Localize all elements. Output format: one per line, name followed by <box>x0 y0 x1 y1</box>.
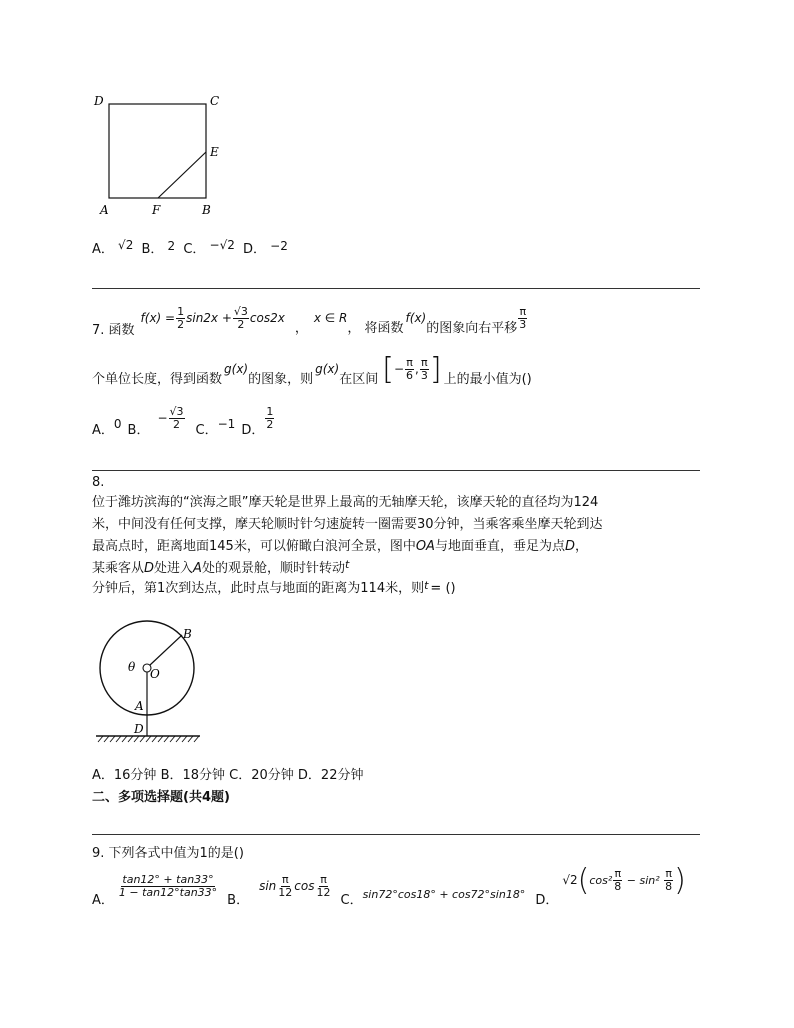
q7-opt-a-value: 0 <box>113 417 122 431</box>
q7-opt-b-letter: B． <box>127 422 150 438</box>
q7-number: 7. 函数 <box>92 322 135 338</box>
q9-opt-b-num1: π <box>281 872 289 886</box>
q7-term2: cos2x <box>249 311 285 325</box>
q6-opt-c-letter: C． <box>183 242 206 257</box>
q8-line5 <box>92 580 603 598</box>
q9-opt-c-letter: C． <box>340 892 363 908</box>
q8-options: A．16分钟 B．18分钟 C．20分钟 D．22分钟 <box>92 768 364 783</box>
q9-opt-a-num: tan12° + tan33° <box>122 872 214 886</box>
q9-opt-d-rparen: ) <box>674 862 686 898</box>
q8-line4-a: 某乘客从 <box>92 561 145 576</box>
q8-line5-t: t <box>424 579 429 592</box>
q9-opt-a-frac <box>118 874 218 899</box>
ferris-wheel-figure <box>90 618 220 748</box>
q8-line1: 位于潍坊滨海的“滨海之眼”摩天轮是世界上最高的无轴摩天轮，该摩天轮的直径均为124 <box>92 495 599 510</box>
q8-line4-b: 处进入 <box>154 561 194 576</box>
q7-comma1: ， <box>294 320 308 336</box>
square-abcd <box>109 104 206 198</box>
q8-line3-oa: OA <box>415 539 435 554</box>
q7-f-lhs: f(x) = <box>140 311 176 325</box>
q8-line4-c: 处的观景舱，顺时针转动 <box>201 561 345 576</box>
q7-opt-c-letter: C． <box>195 422 218 438</box>
fig-label-a: A <box>135 699 144 713</box>
q9-opt-d-coef: √2 <box>562 873 578 887</box>
q6-opt-b-value: 2 <box>167 239 176 253</box>
q7-shift-num: π <box>519 304 527 318</box>
label-d: D <box>94 94 104 108</box>
fig-label-d: D <box>134 722 144 736</box>
label-b: B <box>202 203 211 217</box>
q9-opt-c-expr: sin72°cos18° + cos72°sin18° <box>362 887 526 901</box>
q7-gx2: g(x) <box>315 362 340 376</box>
q7-line1 <box>92 296 528 340</box>
q7-shift-frac <box>518 306 527 331</box>
q8-line3-b: 与地面垂直，垂足为点 <box>434 539 565 554</box>
q9-opt-d-den2: 8 <box>665 879 673 893</box>
q6-opt-d-value: −2 <box>270 239 288 253</box>
q7-opt-a-letter: A． <box>92 422 114 438</box>
q7-opt-b-num: √3 <box>169 404 184 418</box>
q6-opt-a-letter: A． <box>92 242 114 257</box>
q7-opt-b-den: 2 <box>173 417 181 431</box>
q9-opt-a-letter: A． <box>92 892 114 908</box>
q7-line2-b: 的图象，则 <box>248 371 314 387</box>
q7-opt-b-frac <box>169 406 185 431</box>
q7-interval <box>382 352 441 387</box>
q7-int-left <box>405 357 414 382</box>
q6-opt-b-letter: B． <box>141 242 164 257</box>
q9-opt-b-den2: 12 <box>316 885 331 899</box>
q7-int-r-den: 3 <box>420 368 428 382</box>
q6-opt-d-letter: D． <box>243 242 267 257</box>
q7-gx1: g(x) <box>224 362 249 376</box>
q7-int-comma: , <box>415 362 419 376</box>
q7-opt-d-letter: D． <box>241 422 265 438</box>
divider-3 <box>92 834 700 835</box>
divider-1 <box>92 288 700 289</box>
q7-int-right <box>420 357 429 382</box>
q8-line4-A: A <box>193 561 202 576</box>
q9-opt-b-den1: 12 <box>278 885 293 899</box>
q9-opt-d-letter: D． <box>535 892 559 908</box>
q6-opt-c-value: −√2 <box>209 238 235 252</box>
q9-opt-d-frac1 <box>613 868 622 893</box>
q9-opt-d-lparen: ( <box>577 862 590 898</box>
q7-domain: x ∈ R <box>313 311 348 325</box>
q8-text <box>92 474 603 598</box>
q7-opt-b-minus: − <box>157 411 168 425</box>
q8-line4 <box>92 558 603 580</box>
fig-label-b: B <box>183 627 192 641</box>
q7-frac2 <box>233 306 249 331</box>
square-figure <box>90 92 230 222</box>
segment-ef <box>158 152 206 198</box>
q7-line2-c: 在区间 <box>339 371 379 387</box>
label-e: E <box>210 145 219 159</box>
q9-opt-b-letter: B． <box>227 892 250 908</box>
q7-text2: 的图象向右平移 <box>426 320 518 336</box>
q8-line5-a: 分钟后，第1次到达点，此时点与地面的距离为114米，则 <box>92 581 425 596</box>
q9-opt-a-den: 1 − tan12°tan33° <box>118 885 218 899</box>
q7-opt-d-den: 2 <box>266 417 274 431</box>
q9-opt-b-frac2 <box>316 874 332 899</box>
q7-text1: ， 将函数 <box>347 320 404 336</box>
q7-int-l-num: π <box>406 355 413 369</box>
q8-number: 8. <box>92 475 105 490</box>
label-a: A <box>100 203 109 217</box>
q7-int-close: ] <box>429 351 442 387</box>
q8-line4-d: D <box>144 561 155 576</box>
q7-line2-a: 个单位长度，得到函数 <box>92 371 223 387</box>
q7-fx: f(x) <box>405 311 427 325</box>
q9-opt-d-minus: − sin² <box>623 873 664 887</box>
q8-line3-a: 最高点时，距离地面145米，可以俯瞰白浪河全景，图中 <box>92 539 416 554</box>
q8-line2: 米，中间没有任何支撑，摩天轮顺时针匀速旋转一圈需要30分钟，当乘客乘坐摩天轮到达 <box>92 517 603 532</box>
q7-line2 <box>92 346 532 392</box>
fig-label-theta: θ <box>128 660 136 674</box>
q9-opt-d-num1: π <box>614 866 622 880</box>
q7-line2-d: 上的最小值为() <box>443 371 532 387</box>
ground-hatch <box>98 736 199 742</box>
q8-line5-b: = () <box>430 581 456 596</box>
q7-frac2-num: √3 <box>233 304 248 318</box>
q6-options <box>92 238 288 257</box>
q7-opt-d-frac <box>265 406 274 431</box>
label-c: C <box>210 94 220 108</box>
divider-2 <box>92 470 700 471</box>
q9-opt-b-cos: cos <box>294 879 315 893</box>
fig-label-o: O <box>150 667 160 681</box>
q9-opt-d-den1: 8 <box>614 879 622 893</box>
q7-int-minus: − <box>393 362 405 376</box>
q9-stem: 9. 下列各式中值为1的是() <box>92 846 244 861</box>
q8-line3-d: D <box>564 539 575 554</box>
q7-term1: sin2x + <box>186 311 232 325</box>
q9-opt-b-num2: π <box>320 872 327 886</box>
q9-opt-b-sin: sin <box>259 879 277 893</box>
q9-opt-d-num2: π <box>665 866 672 880</box>
q7-shift-den: 3 <box>519 317 527 331</box>
q7-frac1-num: 1 <box>177 304 185 318</box>
q7-options <box>92 396 275 440</box>
q8-line3 <box>92 536 603 558</box>
q7-opt-c-value: −1 <box>217 417 236 431</box>
q7-int-r-num: π <box>421 355 428 369</box>
q9-opt-b-frac1 <box>277 874 293 899</box>
section-2-title: 二、多项选择题(共4题) <box>92 790 230 805</box>
q9-opt-d-frac2 <box>664 868 673 893</box>
q7-frac2-den: 2 <box>237 317 245 331</box>
label-f: F <box>152 203 161 217</box>
q8-line4-t: t <box>344 558 350 571</box>
q7-int-open: [ <box>382 351 394 387</box>
q7-frac1-den: 2 <box>177 317 185 331</box>
q9-options <box>92 864 686 908</box>
q7-frac1 <box>176 306 185 331</box>
q7-int-l-den: 6 <box>406 368 414 382</box>
q8-line3-c: ， <box>575 539 589 554</box>
q7-opt-d-num: 1 <box>266 404 274 418</box>
radius-ob <box>150 635 182 665</box>
q9-opt-d-expr <box>562 863 686 898</box>
q6-opt-a-value: √2 <box>118 238 134 252</box>
q9-opt-d-cos: cos² <box>589 873 613 887</box>
